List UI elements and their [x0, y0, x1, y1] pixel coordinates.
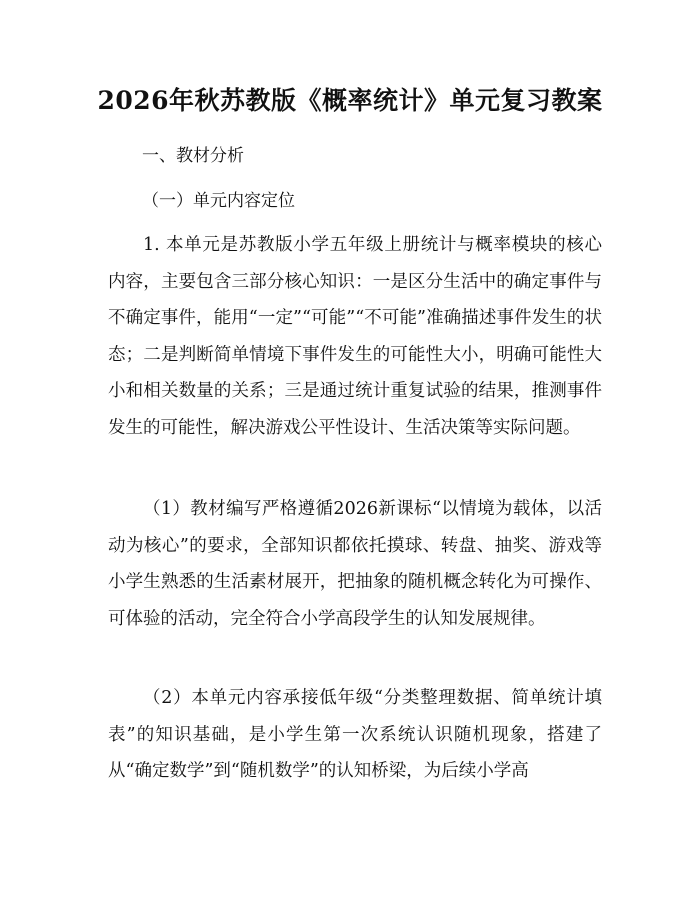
- paragraph-textbook-design: （1）教材编写严格遵循2026新课标“以情境为载体，以活动为核心”的要求，全部知识都依托摸球、转盘、抽奖、游戏等小学生熟悉的生活素材展开，把抽象的随机概念转化为可操作、可体验的活动，完全符合小学高段学生的认知发展规律。: [108, 499, 602, 629]
- paragraph-knowledge-link: （2）本单元内容承接低年级“分类整理数据、简单统计填表”的知识基础，是小学生第一次系统认识随机现象，搭建了从“确定数学”到“随机数学”的认知桥梁，为后续小学高: [108, 688, 602, 782]
- subsection-heading: （一）单元内容定位: [142, 191, 295, 211]
- section-heading: 一、教材分析: [142, 146, 244, 166]
- document-title: 2026年秋苏教版《概率统计》单元复习教案: [97, 86, 603, 115]
- paragraph-unit-content: 1. 本单元是苏教版小学五年级上册统计与概率模块的核心内容，主要包含三部分核心知识：一是区分生活中的确定事件与不确定事件，能用“一定”“可能”“不可能”准确描述事件发生的状态；二是判断简单情境下事件发生的可能性大小，明确可能性大小和相关数量的关系；三是通过统计重复试验的结果，推测事件发生的可能性，解决游戏公平性设计、生活决策等实际问题。: [108, 235, 602, 438]
